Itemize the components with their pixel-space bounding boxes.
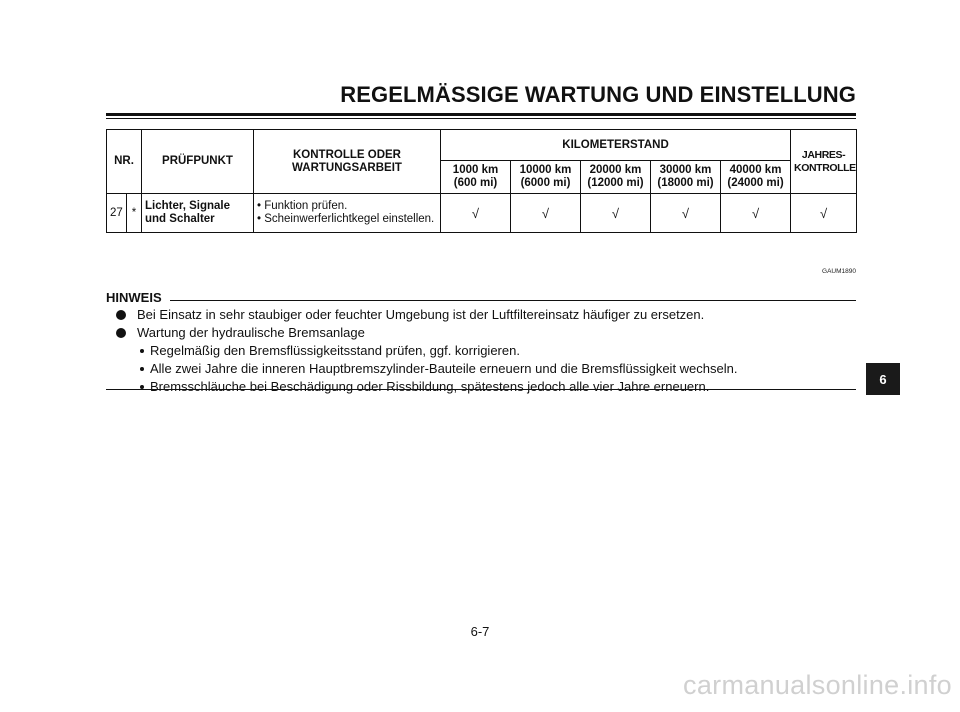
table-row bbox=[107, 194, 857, 233]
check-30000: √ bbox=[651, 194, 721, 233]
header-km-30000 bbox=[651, 161, 721, 194]
header-jahreskontrolle: JAHRES-KONTROLLE bbox=[791, 130, 857, 194]
chapter-tab: 6 bbox=[866, 363, 900, 395]
km-value: 1000 km bbox=[452, 164, 499, 176]
sub-bullet-icon bbox=[140, 367, 144, 371]
hinweis-heading: HINWEIS bbox=[106, 290, 162, 305]
sub-list-item bbox=[106, 342, 856, 360]
list-item bbox=[106, 306, 856, 324]
sub-note-text: Bremsschläuche bei Beschädigung oder Rissbildung, spätestens jedoch alle vier Jahre erneuern. bbox=[150, 379, 710, 394]
km-value: 30000 km bbox=[659, 164, 712, 176]
check-40000: √ bbox=[721, 194, 791, 233]
header-km-20000 bbox=[581, 161, 651, 194]
mi-value: (600 mi) bbox=[453, 177, 498, 189]
header-nr: NR. bbox=[107, 130, 142, 194]
note-text: Bei Einsatz in sehr staubiger oder feuchter Umgebung ist der Luftfiltereinsatz häufiger zu ersetzen. bbox=[137, 307, 705, 322]
row-pruefpunkt: Lichter, Signale und Schalter bbox=[142, 194, 254, 233]
page-title: REGELMÄSSIGE WARTUNG UND EINSTELLUNG bbox=[340, 82, 856, 107]
row-work bbox=[254, 194, 441, 233]
hinweis-notes bbox=[106, 306, 856, 396]
list-item bbox=[106, 324, 856, 342]
notes-end-rule bbox=[106, 389, 856, 390]
header-kontrolle-text: KONTROLLE ODER WARTUNGSARBEIT bbox=[292, 148, 402, 174]
maintenance-table bbox=[106, 129, 857, 233]
work-item: • Funktion prüfen. bbox=[257, 200, 348, 212]
work-item: • Scheinwerferlichtkegel einstellen. bbox=[257, 213, 435, 225]
hinweis-rule bbox=[170, 300, 856, 301]
bullet-dot-icon bbox=[116, 310, 126, 320]
note-text: Wartung der hydraulische Bremsanlage bbox=[137, 325, 365, 340]
km-value: 10000 km bbox=[519, 164, 572, 176]
km-value: 40000 km bbox=[729, 164, 782, 176]
sub-list-item bbox=[106, 360, 856, 378]
row-star: * bbox=[127, 194, 142, 233]
sub-note-text: Regelmäßig den Bremsflüssigkeitsstand prüfen, ggf. korrigieren. bbox=[150, 343, 520, 358]
check-10000: √ bbox=[511, 194, 581, 233]
header-km-1000 bbox=[441, 161, 511, 194]
sub-note-text: Alle zwei Jahre die inneren Hauptbremszylinder-Bauteile erneuern und die Bremsflüssigkeit wechseln. bbox=[150, 361, 738, 376]
check-jahres: √ bbox=[791, 194, 857, 233]
check-20000: √ bbox=[581, 194, 651, 233]
mi-value: (12000 mi) bbox=[587, 177, 644, 189]
km-value: 20000 km bbox=[589, 164, 642, 176]
title-rule bbox=[106, 113, 856, 119]
mi-value: (24000 mi) bbox=[727, 177, 784, 189]
mi-value: (6000 mi) bbox=[520, 177, 571, 189]
watermark: carmanualsonline.info bbox=[683, 670, 952, 700]
header-km-10000 bbox=[511, 161, 581, 194]
header-kontrolle bbox=[254, 130, 441, 194]
mi-value: (18000 mi) bbox=[657, 177, 714, 189]
header-km-40000 bbox=[721, 161, 791, 194]
header-kilometerstand: KILOMETERSTAND bbox=[441, 130, 791, 161]
reference-code: GAUM1890 bbox=[822, 268, 856, 275]
header-pruefpunkt: PRÜFPUNKT bbox=[142, 130, 254, 194]
row-number: 27 bbox=[107, 194, 127, 233]
sub-bullet-icon bbox=[140, 349, 144, 353]
sub-list-item bbox=[106, 378, 856, 396]
bullet-dot-icon bbox=[116, 328, 126, 338]
check-1000: √ bbox=[441, 194, 511, 233]
page-number: 6-7 bbox=[470, 624, 490, 639]
